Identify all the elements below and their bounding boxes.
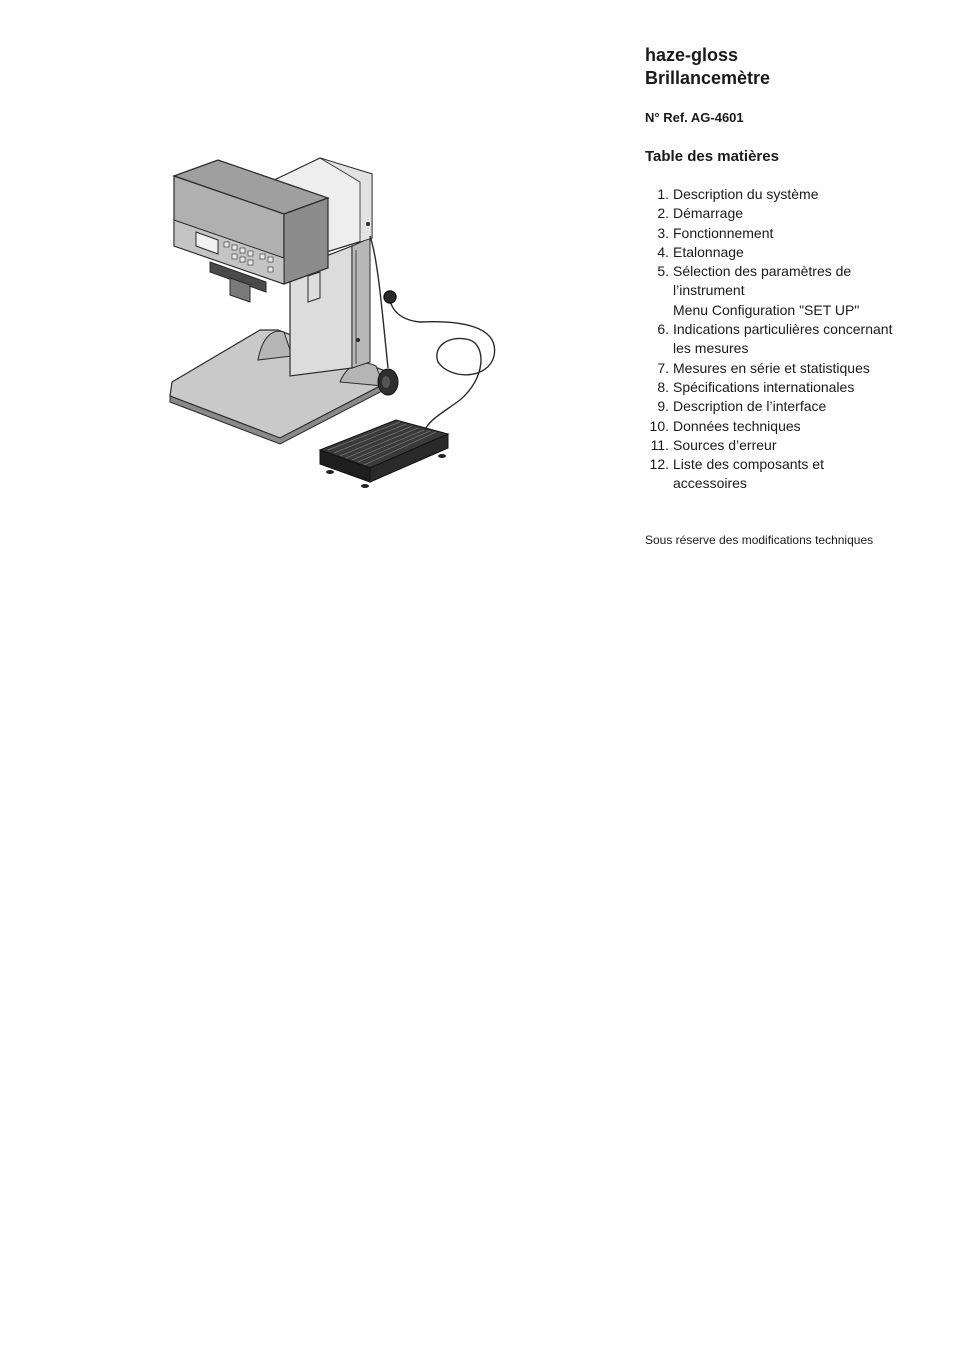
toc-item-label-line: Description du système <box>673 186 819 202</box>
toc-item <box>645 262 945 320</box>
toc-item-label-line: Liste des composants et <box>673 456 824 473</box>
toc-item-label-line: Description de l’interface <box>673 398 827 415</box>
toc-item-number: 7. <box>657 359 669 376</box>
toc-item <box>645 224 945 243</box>
toc-item-label-line: Menu Configuration "SET UP" <box>673 301 860 318</box>
toc-item-number: 8. <box>657 378 669 395</box>
foot-pedal <box>320 420 448 488</box>
toc-item-number: 9. <box>657 398 669 415</box>
instrument-illustration <box>160 150 520 495</box>
toc-item-number: 1. <box>657 186 669 202</box>
toc-item <box>645 243 945 262</box>
toc-item-label-line: Etalonnage <box>673 243 744 260</box>
toc-item-label-line: accessoires <box>673 475 747 492</box>
product-title-line2: Brillancemètre <box>645 68 771 88</box>
toc-item-label-line: Sélection des paramètres de <box>673 263 852 280</box>
toc-item <box>645 359 945 378</box>
toc-item <box>645 185 945 204</box>
toc-item-label-line: Données techniques <box>673 417 801 434</box>
footer-notice: Sous réserve des modifications techniques <box>645 532 874 547</box>
toc-item-label-line: Indications particulières concernant <box>673 321 893 338</box>
toc-item-label-line: Spécifications internationales <box>673 378 855 395</box>
toc-item-label <box>673 436 945 455</box>
knob <box>378 369 398 395</box>
toc-item-number: 11. <box>650 436 669 453</box>
toc-item-label <box>673 455 945 494</box>
toc-item <box>645 397 945 416</box>
toc-item <box>645 204 945 223</box>
toc-item-number: 4. <box>657 243 669 260</box>
toc-heading: Table des matières <box>645 148 779 165</box>
toc-item-label <box>673 378 945 397</box>
toc-item-label <box>673 243 945 262</box>
toc-item-label <box>673 185 945 204</box>
cable <box>370 236 495 432</box>
toc-item-number: 10. <box>649 417 669 434</box>
toc-item-number: 12. <box>649 456 669 473</box>
toc-item-number: 6. <box>657 321 669 338</box>
toc-item <box>645 455 945 494</box>
toc-item-label-line: les mesures <box>673 340 749 357</box>
toc-item-label-line: Mesures en série et statistiques <box>673 359 870 376</box>
product-title <box>645 44 945 90</box>
toc-item-label <box>673 320 945 359</box>
toc-item <box>645 320 945 359</box>
toc-item-number: 3. <box>657 224 669 241</box>
product-reference: N° Ref. AG-4601 <box>645 110 744 125</box>
toc-item-label-line: Démarrage <box>673 205 744 222</box>
toc-item <box>645 378 945 397</box>
toc-item-label-line: Sources d’erreur <box>673 436 777 453</box>
toc-item-label <box>673 417 945 436</box>
toc-item-number: 2. <box>657 205 669 222</box>
toc-item-number: 5. <box>657 263 669 280</box>
toc-item <box>645 436 945 455</box>
product-title-line1: haze-gloss <box>645 45 739 65</box>
text-column <box>645 44 945 548</box>
toc-item-label-line: l’instrument <box>673 282 745 299</box>
toc-item <box>645 417 945 436</box>
toc-item-label-line: Fonctionnement <box>673 224 774 241</box>
toc-item-label <box>673 224 945 243</box>
toc-item-label <box>673 204 945 223</box>
toc-item-label <box>673 397 945 416</box>
toc-item-label <box>673 262 945 320</box>
toc-item-label <box>673 359 945 378</box>
table-of-contents <box>645 185 945 494</box>
